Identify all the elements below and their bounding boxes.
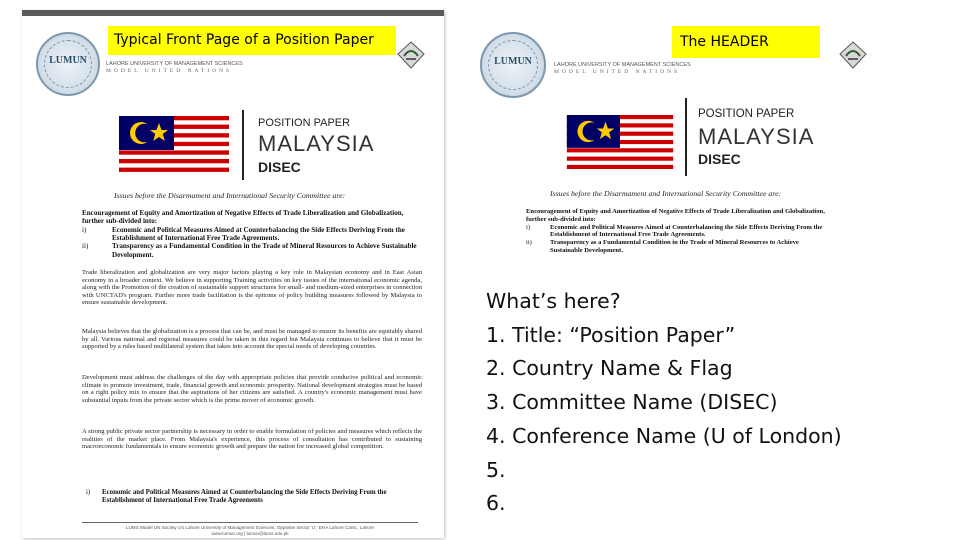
title-divider [242, 110, 244, 180]
country-name: MALAYSIA [698, 124, 815, 149]
list-item: 5. [486, 457, 506, 482]
footer-address: LUMS Model UN Society c/o Lahore University of Management Sciences, Opposite Sector 'U', DHA Lahore Cantt., Lahore [125, 525, 375, 530]
bottom-topic: i) Economic and Political Measures Aimed at Counterbalancing the Side Effects Deriving From the Establishment of International Free Trade Agreements [86, 489, 387, 505]
whats-here-heading: What’s here? [486, 289, 621, 313]
malaysia-flag [566, 115, 674, 173]
paper-title: POSITION PAPER [258, 117, 351, 129]
lumun-seal-logo: LUMUN [36, 32, 100, 96]
subtopic-1: i) Economic and Political Measures Aimed at Counterbalancing the Side Effects Deriving From the Establishment of International Free Trade Agreements. [82, 225, 405, 243]
committee-name: DISEC [258, 159, 301, 175]
country-name: MALAYSIA [258, 131, 375, 156]
topics-block [526, 208, 826, 255]
university-name: LAHORE UNIVERSITY OF MANAGEMENT SCIENCES [554, 62, 691, 68]
mun-name: MODEL UNITED NATIONS [554, 69, 681, 75]
university-name: LAHORE UNIVERSITY OF MANAGEMENT SCIENCES [106, 61, 243, 67]
committee-name: DISEC [698, 151, 741, 167]
university-emblem-icon [838, 40, 868, 70]
topic-main: Encouragement of Equity and Amortization of Negative Effects of Trade Liberalization and Globalization, further sub-divided into: [82, 209, 404, 226]
position-paper-full-page [22, 10, 444, 538]
title-divider [685, 98, 687, 176]
issues-heading: Issues before the Disarmament and International Security Committee are: [550, 189, 782, 198]
subtopic-1: i) Economic and Political Measures Aimed at Counterbalancing the Side Effects Deriving From the Establishment of International Free Trade Agreements. [526, 223, 823, 239]
subtopic-2: ii) Transparency as a Fundamental Condition in the Trade of Mineral Resources to Achieve Sustainable Development. [82, 242, 417, 259]
list-item: 4. Conference Name (U of London) [486, 423, 842, 448]
mun-name: MODEL UNITED NATIONS [106, 68, 233, 74]
paragraph-2: Malaysia believes that the globalization is a process that can be, and must be managed to ensure its benefits are equitably shared by all. Various national and regional measures could be taken in this regard but Malaysia continues to believe that it must be supported by a rules based multilateral system that takes into account the special needs of developing countries. [82, 328, 422, 351]
issues-heading: Issues before the Disarmament and International Security Committee are: [114, 191, 346, 200]
paper-title: POSITION PAPER [698, 108, 795, 120]
list-item: 1. Title: “Position Paper” [486, 322, 736, 347]
paragraph-1: Trade liberalization and globalization are very major factors playing a key role in Malaysian economy and in East Asian economy in a broader context. We believe in supporting Training activities on key issues of the international economic agenda, along with the Promotion of the creation of sustainable support structures for small- and medium-sized enterprises in connection with UNCTAD's program. Further more trade facilitation is the epitome of policy building measures followed by Malaysia to ensure sustainable development. [82, 269, 422, 307]
topic-main: Encouragement of Equity and Amortization of Negative Effects of Trade Liberalization and Globalization, further sub-divided into: [526, 208, 825, 223]
list-item: 2. Country Name & Flag [486, 356, 733, 381]
topics-block [82, 209, 422, 259]
university-emblem-icon [396, 40, 426, 70]
callout-header: The HEADER [672, 26, 820, 58]
footer-rule [82, 522, 418, 523]
callout-front-page: Typical Front Page of a Position Paper [108, 26, 396, 55]
paragraph-4: A strong public private sector partnership is necessary in order to enable formulation of policies and measures which reflects the realities of the market place. From Malaysia's experience, this process of consultation has contributed to sustaining macroeconomic fundamentals to ensure economic growth and prepare the nation for increased global competition. [82, 428, 422, 451]
list-item: 3. Committee Name (DISEC) [486, 390, 778, 415]
header-bar [22, 10, 444, 16]
list-item: 6. [486, 491, 506, 516]
subtopic-2: ii) Transparency as a Fundamental Condition in the Trade of Mineral Resources to Achieve Sustainable Development. [526, 239, 799, 254]
paragraph-3: Development must address the challenges of the day with appropriate policies that provide conducive political and economic climate to promote investment, trade, financial growth and economic prosperity. National development strategies must be based on a right policy mix to ensure that the aspirations of her citizens are satisfied. A country's economic management must have substantial inputs from the private sector which is the prime mover of economic growth. [82, 374, 422, 404]
lumun-seal-logo: LUMUN [480, 32, 546, 98]
malaysia-flag [119, 116, 229, 176]
footer-contact: www.lumun.org | lumun@lums.edu.pk [211, 531, 289, 536]
whats-here-list [486, 285, 842, 521]
